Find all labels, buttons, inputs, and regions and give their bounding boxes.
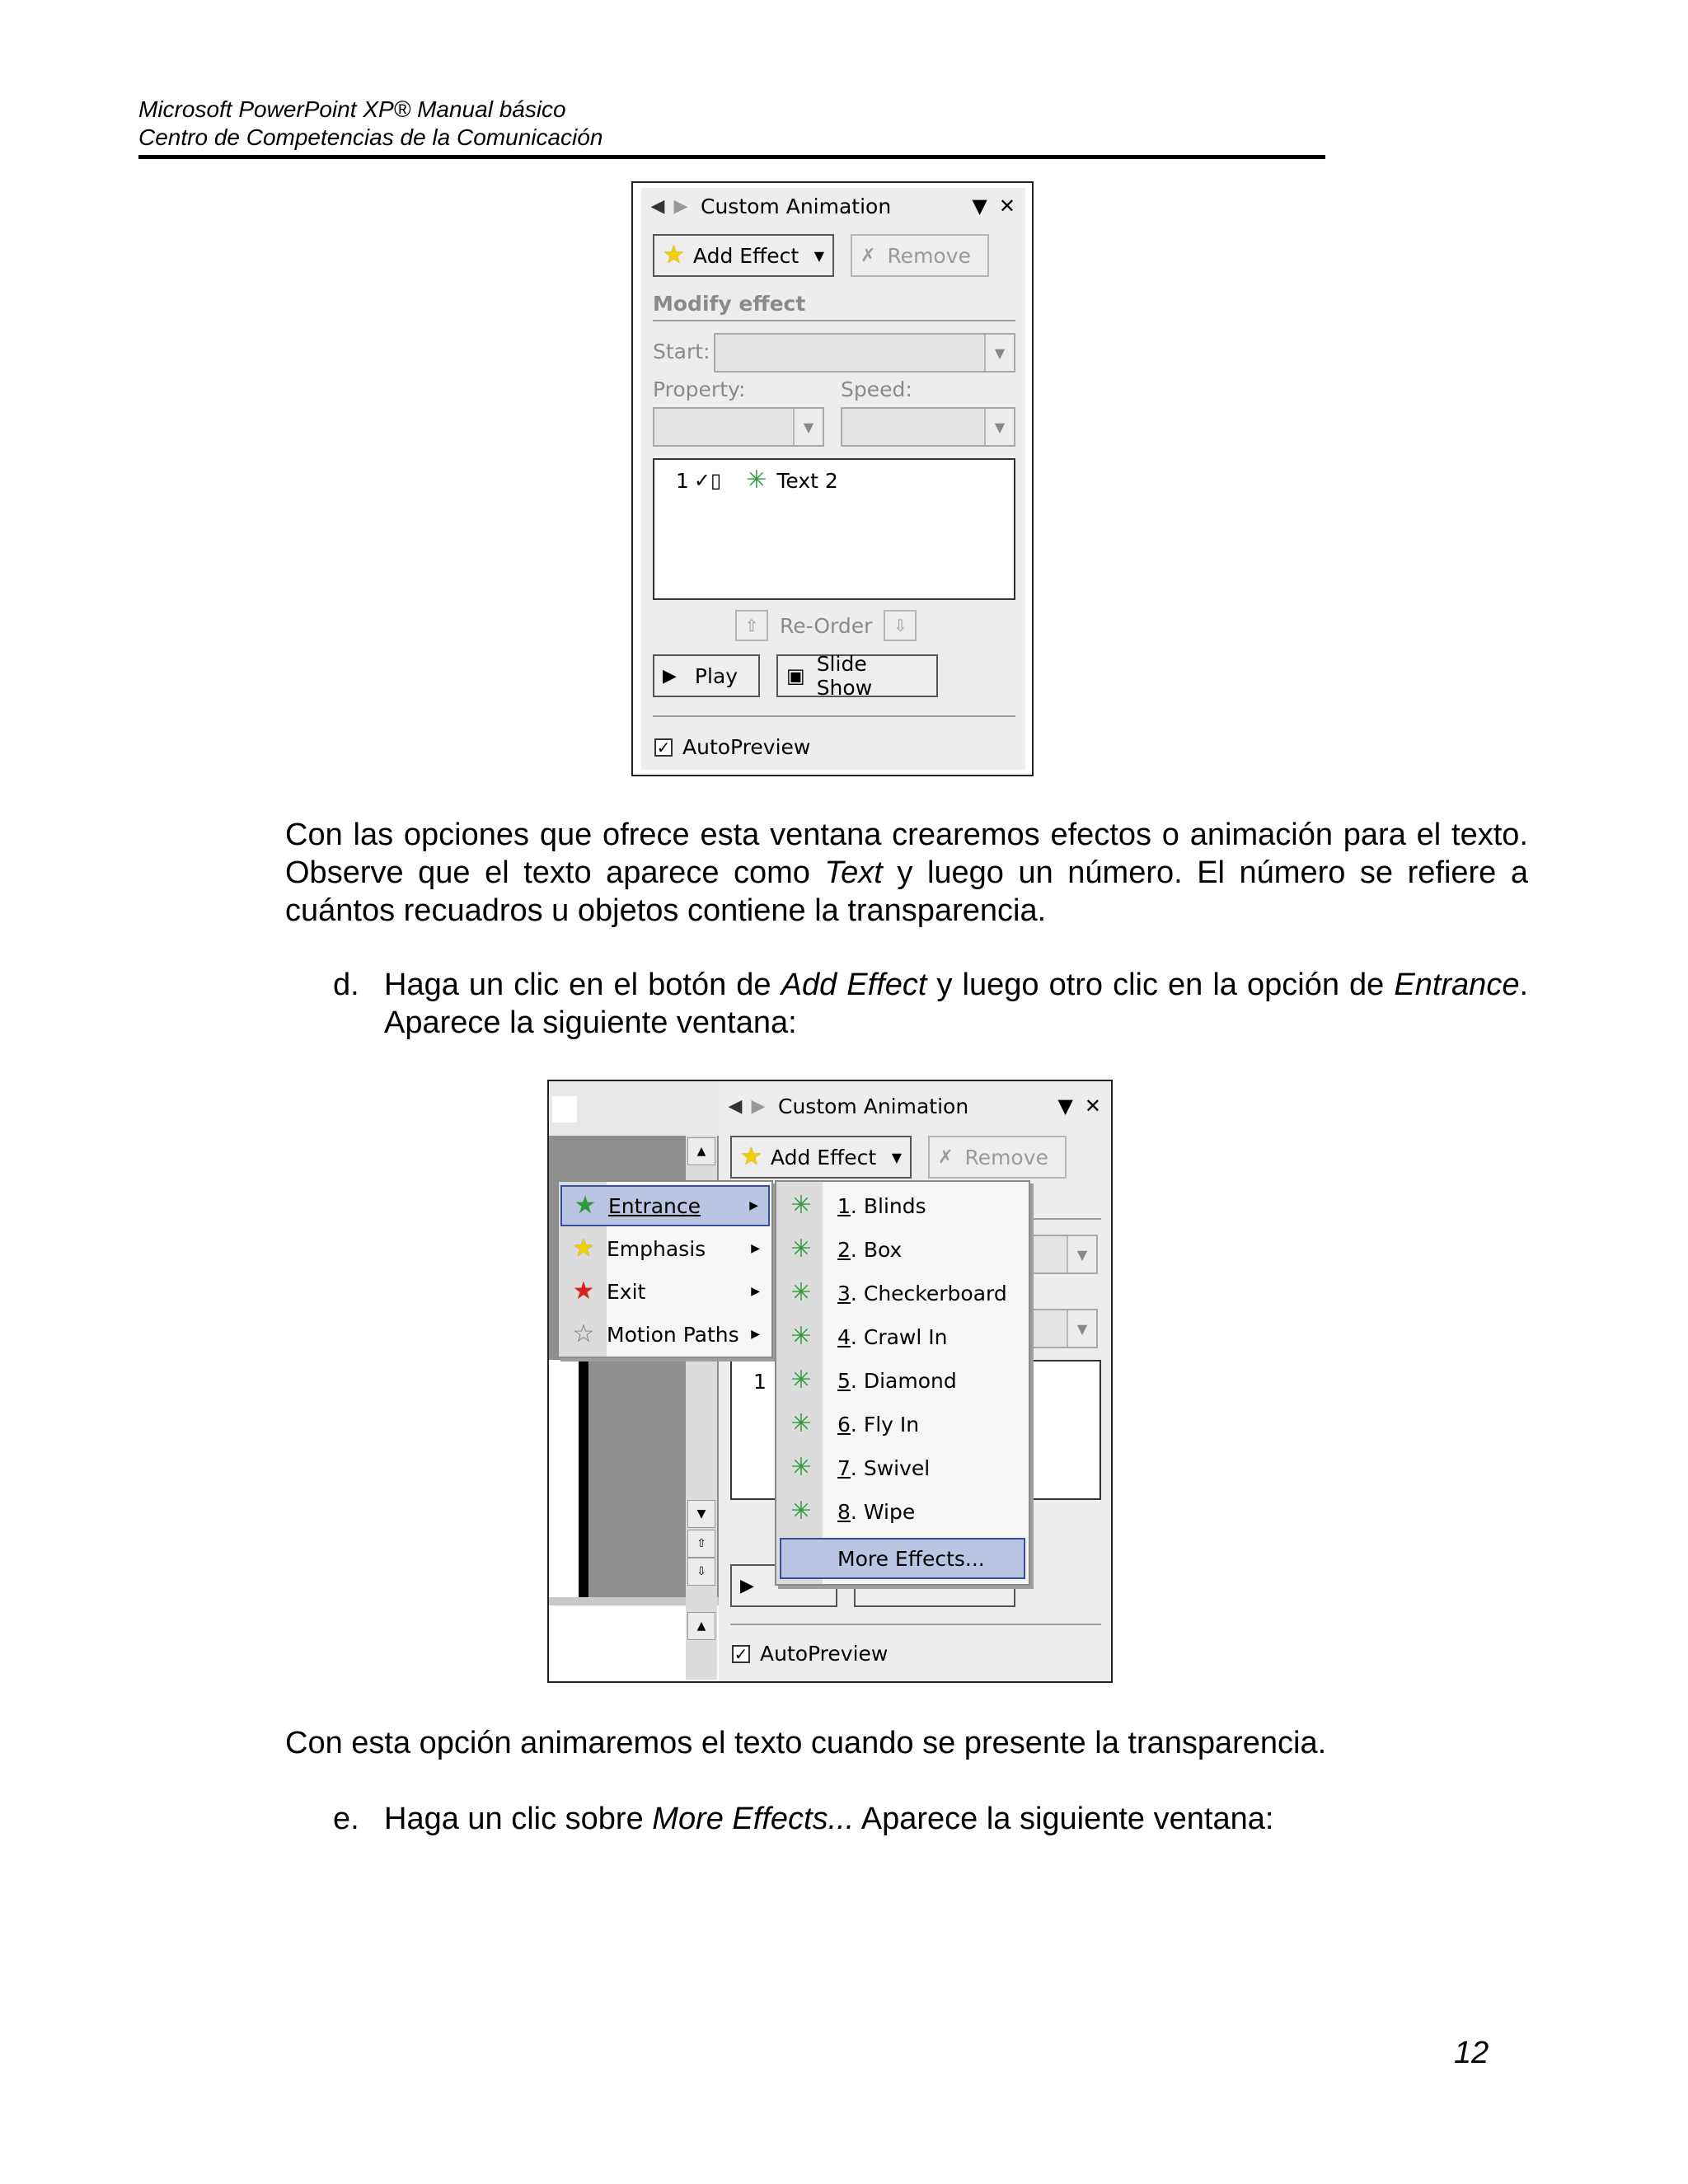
- submenu-arrow-icon: ▶: [751, 1328, 760, 1341]
- entrance-effect-star-icon: ✳: [790, 1497, 812, 1526]
- back-arrow-icon[interactable]: ◀: [650, 195, 665, 217]
- divider: [653, 320, 1015, 321]
- paragraph-1: [285, 816, 1528, 930]
- chevron-down-icon: ▼: [1067, 1236, 1096, 1272]
- entrance-effect-star-icon: ✳: [790, 1322, 812, 1351]
- submenu-item-crawl-in[interactable]: [778, 1316, 1027, 1357]
- submenu-item-label: Box: [863, 1237, 903, 1262]
- pane-menu-dropdown-icon[interactable]: ▼: [972, 194, 987, 218]
- header-rule: [138, 155, 1325, 159]
- submenu-item-number: 2.: [837, 1237, 857, 1262]
- add-effect-button[interactable]: [730, 1136, 912, 1179]
- task-pane-titlebar: [641, 188, 1025, 224]
- task-pane-title: Custom Animation: [701, 194, 892, 218]
- slide-show-icon: ▣: [786, 664, 805, 687]
- step-d-emphasis-1: Add Effect: [781, 968, 927, 1002]
- property-dropdown[interactable]: [653, 407, 824, 447]
- animation-list-item[interactable]: [676, 468, 838, 493]
- list-item-name: Text 2: [776, 468, 838, 493]
- close-icon[interactable]: ✕: [1084, 1094, 1101, 1118]
- submenu-arrow-icon: ▶: [749, 1199, 758, 1212]
- task-pane-titlebar: [719, 1088, 1111, 1124]
- task-pane-title: Custom Animation: [778, 1094, 969, 1118]
- play-label: Play: [694, 663, 738, 688]
- reorder-up-button[interactable]: ⇧: [735, 610, 768, 641]
- step-d-text: [384, 966, 1528, 1042]
- page-number: 12: [1454, 2036, 1489, 2070]
- pane-menu-dropdown-icon[interactable]: ▼: [1057, 1094, 1073, 1118]
- submenu-arrow-icon: ▶: [751, 1242, 760, 1255]
- submenu-item-label: Swivel: [863, 1455, 931, 1480]
- back-arrow-icon[interactable]: ◀: [728, 1095, 743, 1117]
- add-effect-label: Add Effect: [692, 243, 799, 268]
- speed-dropdown[interactable]: [841, 407, 1015, 447]
- slide-tab: [552, 1096, 577, 1122]
- list-item-number: 1: [753, 1370, 767, 1394]
- remove-button[interactable]: [928, 1136, 1067, 1179]
- submenu-item-fly-in[interactable]: [778, 1404, 1027, 1445]
- submenu-arrow-icon: ▶: [751, 1285, 760, 1298]
- submenu-item-number: 3.: [837, 1281, 857, 1305]
- divider: [730, 1624, 1101, 1625]
- modify-effect-heading: Modify effect: [653, 292, 806, 316]
- list-item-number: 1: [676, 468, 689, 493]
- close-icon[interactable]: ✕: [998, 194, 1015, 218]
- chevron-down-icon: ▼: [984, 409, 1014, 445]
- menu-item-exit[interactable]: [560, 1271, 770, 1312]
- play-icon: ▶: [740, 1575, 754, 1596]
- header-title: Microsoft PowerPoint XP® Manual básico: [138, 96, 566, 122]
- custom-animation-screenshot: [631, 181, 1034, 776]
- next-slide-icon[interactable]: ⇩: [687, 1558, 715, 1586]
- step-e-emphasis: More Effects...: [652, 1802, 855, 1836]
- step-d-letter: d.: [333, 968, 359, 1002]
- add-effect-button[interactable]: [653, 234, 834, 277]
- submenu-item-number: 6.: [837, 1412, 857, 1436]
- submenu-item-label: Wipe: [863, 1499, 916, 1524]
- step-e-text: [384, 1800, 1528, 1838]
- property-label: Property:: [653, 377, 746, 401]
- submenu-item-label: Checkerboard: [863, 1281, 1007, 1305]
- chevron-down-icon: ▼: [984, 335, 1014, 371]
- step-d-emphasis-2: Entrance: [1394, 968, 1520, 1002]
- paragraph-2: Con esta opción animaremos el texto cuando se presente la transparencia.: [285, 1726, 1327, 1760]
- red-star-icon: ★: [572, 1277, 595, 1305]
- notes-scroll-up-icon[interactable]: ▲: [687, 1612, 715, 1640]
- add-effect-menu-screenshot: [547, 1080, 1113, 1683]
- speed-label: Speed:: [841, 377, 912, 401]
- submenu-item-number: 4.: [837, 1324, 857, 1349]
- remove-icon: ✗: [860, 245, 876, 266]
- reorder-down-button[interactable]: ⇩: [884, 610, 917, 641]
- entrance-effect-star-icon: ✳: [790, 1366, 812, 1394]
- entrance-effect-star-icon: ✳: [790, 1191, 812, 1220]
- chevron-down-icon: ▼: [814, 247, 824, 264]
- submenu-item-diamond[interactable]: [778, 1360, 1027, 1401]
- entrance-submenu: [775, 1180, 1030, 1586]
- autopreview-label: AutoPreview: [682, 735, 811, 759]
- submenu-item-label: Blinds: [863, 1193, 926, 1218]
- yellow-star-icon: ★: [572, 1234, 595, 1263]
- previous-slide-icon[interactable]: ⇧: [687, 1530, 715, 1558]
- step-e-letter: e.: [333, 1802, 359, 1836]
- start-dropdown[interactable]: [714, 333, 1015, 373]
- entrance-effect-star-icon: ✳: [790, 1453, 812, 1482]
- submenu-item-box[interactable]: [778, 1229, 1027, 1270]
- menu-item-motion-paths[interactable]: [560, 1314, 770, 1355]
- slide-show-button[interactable]: [776, 652, 938, 700]
- remove-button[interactable]: [851, 234, 989, 277]
- remove-label: Remove: [964, 1145, 1048, 1169]
- submenu-item-label: Crawl In: [863, 1324, 948, 1349]
- paragraph-1-text: Con las opciones que ofrece esta ventana crearemos efectos o animación para el texto. Observe que el texto aparece como: [285, 818, 1528, 890]
- entrance-effect-star-icon: ✳: [790, 1278, 812, 1307]
- submenu-item-number: 1.: [837, 1193, 857, 1218]
- animation-list[interactable]: [653, 458, 1015, 600]
- submenu-item-number: 7.: [837, 1455, 857, 1480]
- submenu-item-label: Diamond: [863, 1368, 957, 1393]
- menu-item-emphasis-label: Emphasis: [607, 1236, 706, 1261]
- chevron-down-icon: ▼: [793, 409, 823, 445]
- forward-arrow-icon[interactable]: ▶: [751, 1095, 766, 1117]
- reorder-label: Re-Order: [780, 613, 873, 638]
- scroll-down-arrow-icon[interactable]: ▼: [687, 1500, 715, 1528]
- header-subtitle: Centro de Competencias de la Comunicación: [138, 124, 603, 150]
- chevron-down-icon: ▼: [891, 1149, 902, 1165]
- play-button[interactable]: [653, 654, 760, 697]
- task-pane: [641, 188, 1025, 770]
- add-effect-star-icon: ★: [740, 1142, 762, 1171]
- forward-arrow-icon[interactable]: ▶: [673, 195, 688, 217]
- autopreview-checkbox[interactable]: ✓: [654, 738, 673, 757]
- add-effect-star-icon: ★: [663, 241, 685, 269]
- step-e-part-1: Haga un clic sobre: [384, 1802, 653, 1836]
- chevron-down-icon: ▼: [1067, 1310, 1096, 1347]
- menu-item-emphasis[interactable]: [560, 1228, 770, 1269]
- entrance-effect-star-icon: ✳: [790, 1409, 812, 1438]
- menu-item-motion-paths-label: Motion Paths: [607, 1322, 739, 1347]
- add-effect-menu: [557, 1180, 773, 1358]
- add-effect-label: Add Effect: [770, 1145, 877, 1169]
- entrance-effect-star-icon: ✳: [790, 1235, 812, 1263]
- remove-label: Remove: [887, 243, 971, 268]
- mouse-click-icon: ✓▯: [693, 469, 722, 492]
- motion-star-icon: ☆: [572, 1319, 595, 1348]
- step-d-part-3: . Aparece la siguiente ventana:: [384, 968, 1529, 1040]
- submenu-item-checkerboard[interactable]: [778, 1272, 1027, 1314]
- step-d-part-2: y luego otro clic en la opción de: [926, 968, 1395, 1002]
- submenu-item-label: Fly In: [863, 1412, 920, 1436]
- step-d-part-1: Haga un clic en el botón de: [384, 968, 781, 1002]
- submenu-item-number: 5.: [837, 1368, 857, 1393]
- play-icon: ▶: [663, 665, 677, 687]
- autopreview-label: AutoPreview: [760, 1642, 889, 1666]
- green-star-icon: ★: [574, 1191, 597, 1220]
- paragraph-1-text-end: y luego un número. El número se refiere a cuántos recuadros u objetos contiene la transparencia.: [285, 855, 1528, 928]
- submenu-item-number: 8.: [837, 1499, 857, 1524]
- step-e-part-2: Aparece la siguiente ventana:: [854, 1802, 1274, 1836]
- divider: [653, 715, 1015, 717]
- menu-item-exit-label: Exit: [607, 1279, 646, 1304]
- remove-icon: ✗: [938, 1146, 954, 1168]
- menu-item-entrance-label: Entrance: [608, 1193, 701, 1218]
- submenu-item-wipe[interactable]: [778, 1491, 1027, 1532]
- start-label: Start:: [653, 340, 710, 363]
- submenu-item-blinds[interactable]: [778, 1185, 1027, 1226]
- menu-item-entrance[interactable]: [560, 1185, 770, 1226]
- reorder-group: [735, 610, 917, 641]
- entrance-star-icon: ✳: [746, 466, 767, 494]
- more-effects-label: More Effects...: [837, 1546, 985, 1571]
- more-effects-menu-item[interactable]: [780, 1538, 1025, 1579]
- slide-show-label: Slide Show: [816, 652, 873, 700]
- submenu-item-swivel[interactable]: [778, 1447, 1027, 1488]
- scroll-up-arrow-icon[interactable]: ▲: [687, 1137, 715, 1165]
- autopreview-checkbox[interactable]: ✓: [732, 1645, 750, 1663]
- paragraph-1-emphasis: Text: [824, 855, 883, 890]
